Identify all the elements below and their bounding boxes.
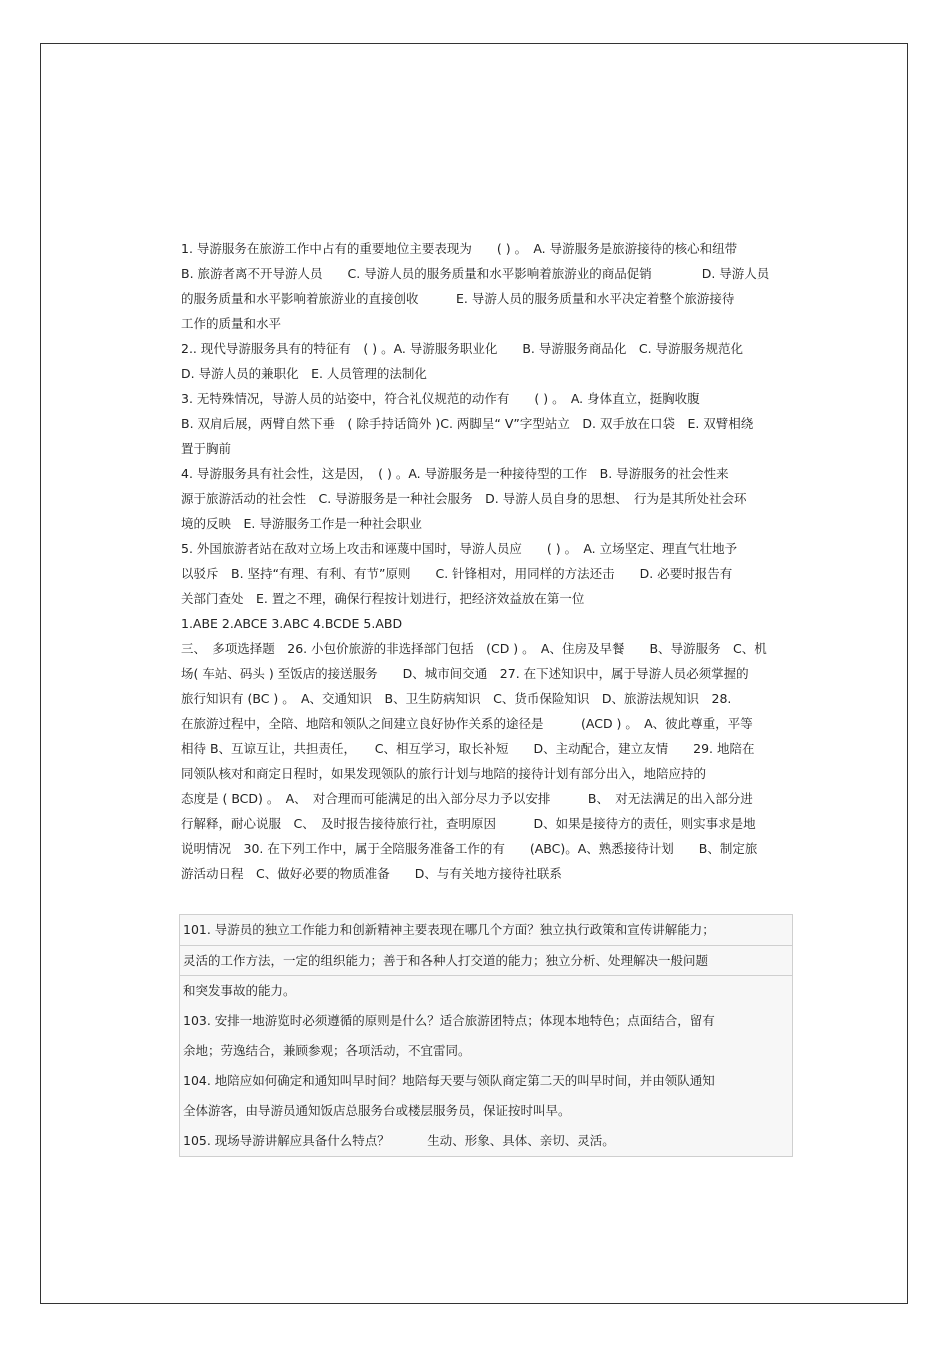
- text-line: 以驳斥 B. 坚持“有理、有利、有节”原则 C. 针锋相对，用同样的方法还击 D. 必要时报告有: [181, 566, 733, 581]
- qa-line: 灵活的工作方法，一定的组织能力；善于和各种人打交道的能力；独立分析、处理解决一般问题: [183, 953, 709, 968]
- text-line: 1. 导游服务在旅游工作中占有的重要地位主要表现为 ( ) 。 A. 导游服务是旅游接待的核心和纽带: [181, 241, 738, 256]
- qa-line: 余地；劳逸结合，兼顾参观；各项活动，不宜雷同。: [183, 1043, 471, 1058]
- text-line: 的服务质量和水平影响着旅游业的直接创收 E. 导游人员的服务质量和水平决定着整个旅游接待: [181, 291, 735, 306]
- text-line: B. 双肩后展，两臂自然下垂 ( 除手持话筒外 )C. 两脚呈“ V”字型站立 D. 双手放在口袋 E. 双臂相绕: [181, 416, 754, 431]
- qa-line: 104. 地陪应如何确定和通知叫早时间？地陪每天要与领队商定第二天的叫早时间，并由领队通知: [183, 1073, 715, 1088]
- text-line: 行解释，耐心说服 C、 及时报告接待旅行社，查明原因 D、如果是接待方的责任，则实事求是地: [181, 816, 756, 831]
- text-line: 在旅游过程中，全陪、地陪和领队之间建立良好协作关系的途径是 (ACD ) 。 A、彼此尊重，平等: [181, 716, 753, 731]
- qa-box: [179, 914, 793, 946]
- qa-line: 和突发事故的能力。: [183, 983, 296, 998]
- answer-key-line: 1.ABE 2.ABCE 3.ABC 4.BCDE 5.ABD: [181, 616, 403, 631]
- text-line: 工作的质量和水平: [181, 316, 282, 331]
- qa-line: 105. 现场导游讲解应具备什么特点？ 生动、形象、具体、亲切、灵活。: [183, 1133, 615, 1148]
- qa-line: 全体游客，由导游员通知饭店总服务台或楼层服务员，保证按时叫早。: [183, 1103, 571, 1118]
- qa-line: 101. 导游员的独立工作能力和创新精神主要表现在哪几个方面？独立执行政策和宣传讲解能力；: [183, 922, 715, 937]
- multiple-choice-section: [181, 236, 791, 886]
- text-line: 旅行知识有 (BC ) 。 A、交通知识 B、卫生防病知识 C、货币保险知识 D、旅游法规知识 28.: [181, 691, 732, 706]
- text-line: 相待 B、互谅互让，共担责任， C、相互学习，取长补短 D、主动配合，建立友情 29. 地陪在: [181, 741, 755, 756]
- text-line: 同领队核对和商定日程时，如果发现领队的旅行计划与地陪的接待计划有部分出入，地陪应持的: [181, 766, 707, 781]
- qa-box: [179, 975, 793, 1157]
- text-line: 态度是 ( BCD) 。 A、 对合理而可能满足的出入部分尽力予以安排 B、 对无法满足的出入部分进: [181, 791, 753, 806]
- text-line: B. 旅游者离不开导游人员 C. 导游人员的服务质量和水平影响着旅游业的商品促销 D. 导游人员: [181, 266, 770, 281]
- qa-line: 103. 安排一地游览时必须遵循的原则是什么？适合旅游团特点；体现本地特色；点面结合，留有: [183, 1013, 715, 1028]
- text-line: 说明情况 30. 在下列工作中，属于全陪服务准备工作的有 (ABC)。A、熟悉接待计划 B、制定旅: [181, 841, 758, 856]
- text-line: 三、 多项选择题 26. 小包价旅游的非选择部门包括 (CD ) 。 A、住房及早餐 B、导游服务 C、机: [181, 641, 767, 656]
- text-line: 置于胸前: [181, 441, 232, 456]
- qa-box: [179, 945, 793, 977]
- text-line: 境的反映 E. 导游服务工作是一种社会职业: [181, 516, 422, 531]
- text-line: 4. 导游服务具有社会性，这是因， ( ) 。A. 导游服务是一种接待型的工作 B. 导游服务的社会性来: [181, 466, 729, 481]
- text-line: 游活动日程 C、做好必要的物质准备 D、与有关地方接待社联系: [181, 866, 562, 881]
- text-line: 5. 外国旅游者站在敌对立场上攻击和诬蔑中国时，导游人员应 ( ) 。 A. 立场坚定、理直气壮地予: [181, 541, 738, 556]
- text-line: 关部门查处 E. 置之不理，确保行程按计划进行，把经济效益放在第一位: [181, 591, 585, 606]
- text-line: D. 导游人员的兼职化 E. 人员管理的法制化: [181, 366, 427, 381]
- text-line: 源于旅游活动的社会性 C. 导游服务是一种社会服务 D. 导游人员自身的思想、 行为是其所处社会环: [181, 491, 747, 506]
- text-line: 2.. 现代导游服务具有的特征有 ( ) 。A. 导游服务职业化 B. 导游服务商品化 C. 导游服务规范化: [181, 341, 744, 356]
- text-line: 3. 无特殊情况，导游人员的站姿中，符合礼仪规范的动作有 ( ) 。 A. 身体直立，挺胸收腹: [181, 391, 700, 406]
- text-line: 场( 车站、码头 ) 至饭店的接送服务 D、城市间交通 27. 在下述知识中，属于导游人员必须掌握的: [181, 666, 749, 681]
